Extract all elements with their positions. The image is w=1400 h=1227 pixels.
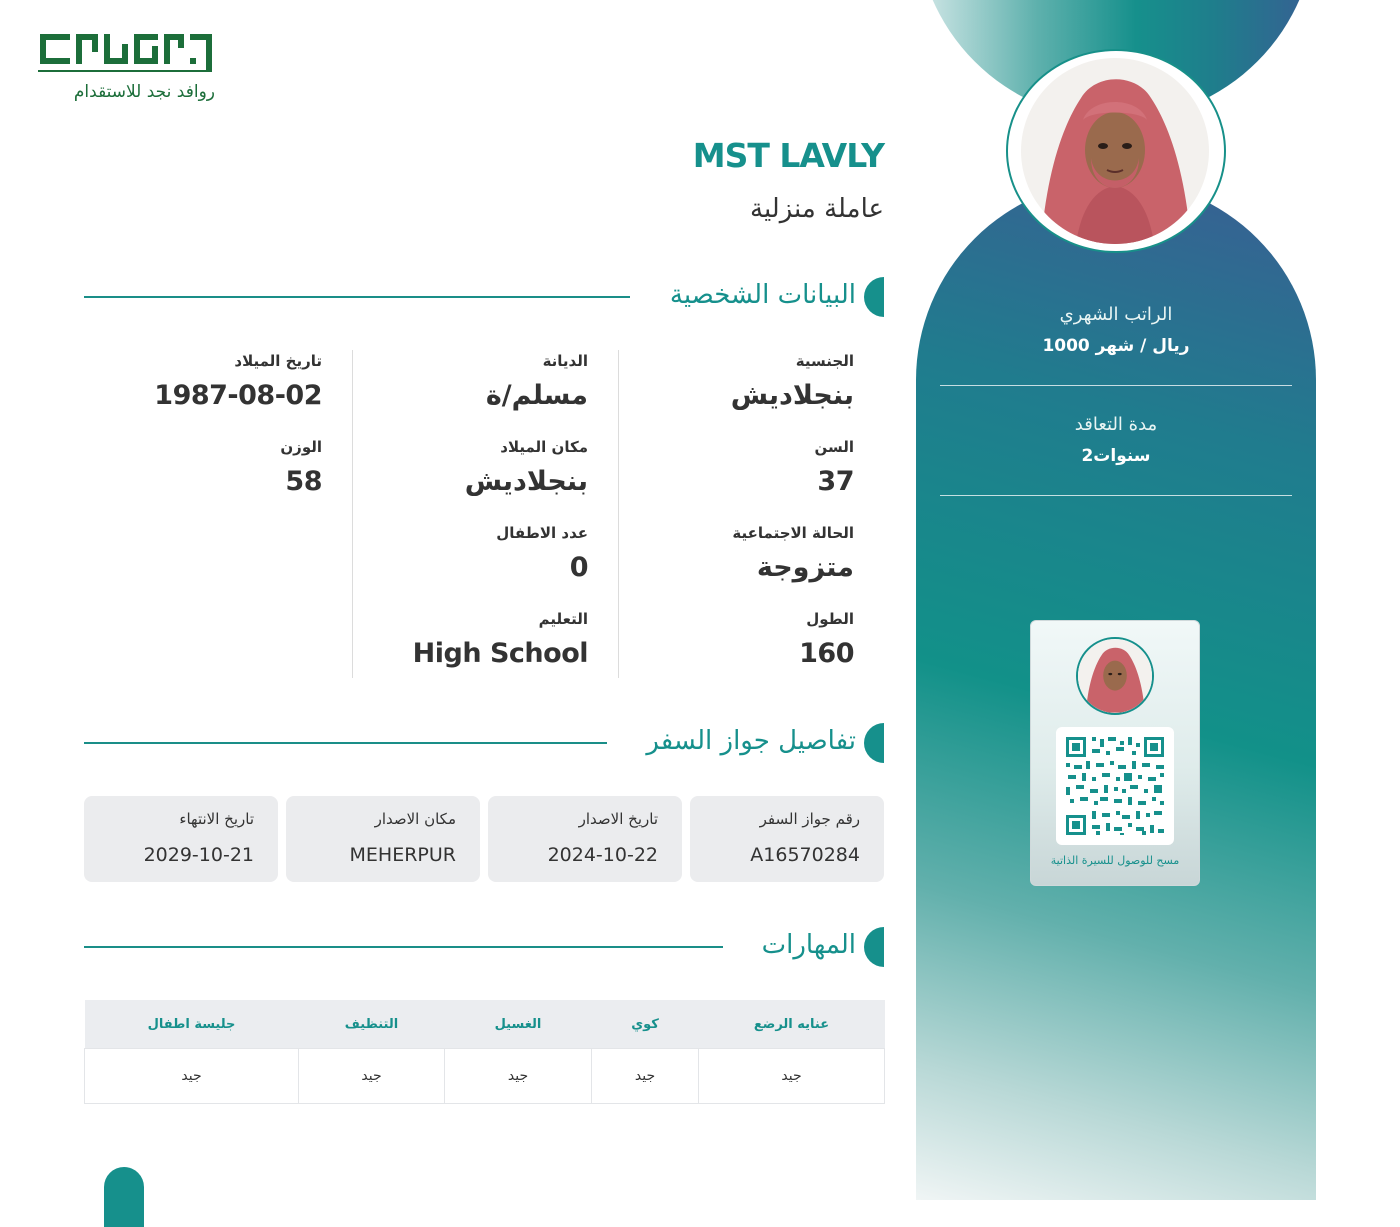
profile-photo [1021,58,1209,244]
issue-date-value: 2024-10-22 [547,844,658,866]
passport-number-card [690,796,884,882]
skills-table [84,1000,885,1104]
skill-header: كوي [592,1000,699,1049]
salary-value: 1000 ريال / شهر [1042,336,1190,356]
skill-level: جيد [592,1049,699,1104]
passport-number-label: رقم جواز السفر [759,810,860,828]
skill-header: عنايه الرضع [699,1000,885,1049]
issue-date-card [488,796,682,882]
skill-header: جليسة اطفال [85,1000,299,1049]
skill-level: جيد [699,1049,885,1104]
dob-value: 1987-08-02 [154,380,322,411]
children-value: 0 [569,552,588,583]
section-line [84,946,723,948]
candidate-name: MST LAVLY [692,136,884,175]
expiry-date-label: تاريخ الانتهاء [179,810,254,828]
sidebar-divider [940,385,1292,386]
expiry-date-card [84,796,278,882]
section-tab [864,723,884,763]
sidebar-divider [940,495,1292,496]
company-logo-text: روافد نجد للاستقدام [73,82,215,102]
section-title-personal: البيانات الشخصية [669,280,856,310]
section-line [84,742,607,744]
dob-label: تاريخ الميلاد [234,352,322,370]
education-value: High School [412,638,588,669]
issue-place-card [286,796,480,882]
religion-value: مسلم/ة [485,380,588,411]
skill-level: جيد [445,1049,592,1104]
birthplace-value: بنجلاديش [464,466,588,497]
issue-place-value: MEHERPUR [349,844,456,866]
skill-header: التنظيف [299,1000,445,1049]
issue-date-label: تاريخ الاصدار [578,810,658,828]
section-tab [864,927,884,967]
religion-label: الديانة [542,352,588,370]
section-title-skills: المهارات [761,930,856,960]
education-label: التعليم [538,610,588,628]
contract-label: مدة التعاقد [1074,414,1158,435]
nationality-label: الجنسية [795,352,854,370]
section-line [84,296,630,298]
contract-value: 2سنوات [1081,446,1151,466]
height-label: الطول [806,610,854,628]
qr-card-photo [1076,637,1154,715]
marital-status-label: الحالة الاجتماعية [732,524,854,542]
weight-value: 58 [285,466,322,497]
nationality-value: بنجلاديش [730,380,854,411]
job-title: عاملة منزلية [750,194,884,224]
qr-code[interactable] [1056,727,1174,845]
section-tab [864,277,884,317]
skill-header: الغسيل [445,1000,592,1049]
age-label: السن [814,438,854,456]
skills-header-row [85,1000,885,1049]
age-value: 37 [817,466,854,497]
expiry-date-value: 2029-10-21 [143,844,254,866]
salary-label: الراتب الشهري [1059,304,1173,325]
skill-level: جيد [85,1049,299,1104]
birthplace-label: مكان الميلاد [500,438,588,456]
skill-level: جيد [299,1049,445,1104]
height-value: 160 [799,638,854,669]
qr-caption: مسح للوصول للسيرة الذاتية [1050,854,1180,867]
decorative-tab [104,1167,144,1227]
section-title-passport: تفاصيل جواز السفر [646,726,856,756]
company-logo [38,30,216,80]
skills-level-row [85,1049,885,1104]
weight-label: الوزن [280,438,322,456]
children-label: عدد الاطفال [496,524,588,542]
passport-number-value: A16570284 [750,844,860,866]
issue-place-label: مكان الاصدار [374,810,456,828]
marital-status-value: متزوجة [756,552,854,583]
